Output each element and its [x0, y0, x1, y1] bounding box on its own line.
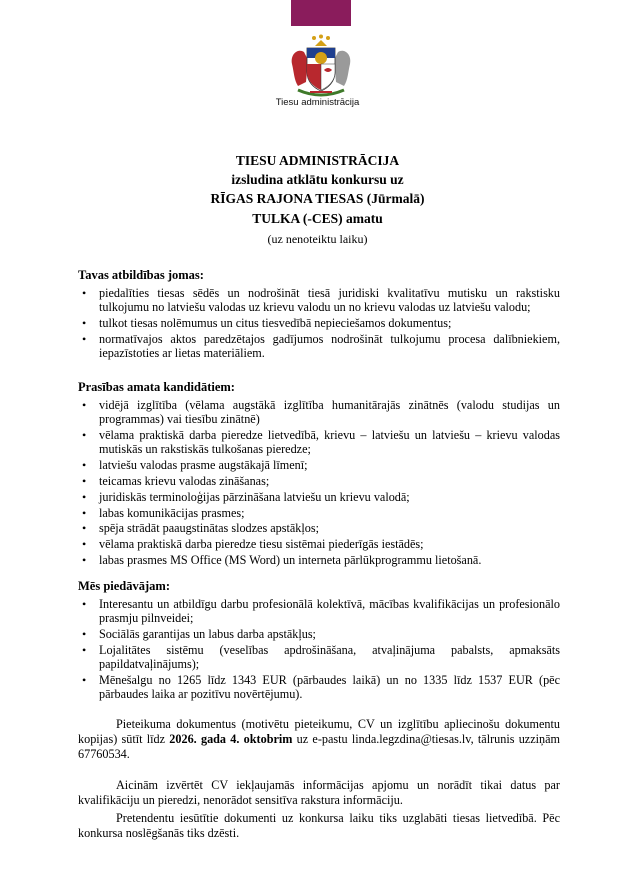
list-item: • Mēnešalgu no 1265 līdz 1343 EUR (pārbaudes laikā) un no 1335 līdz 1537 EUR (pēc pārbaudes laika ar pozitīvu novērtējumu).: [78, 673, 560, 702]
responsibilities-heading: Tavas atbildības jomas:: [78, 268, 204, 282]
list-item: • vēlama praktiskā darba pieredze tiesu sistēmai piederīgās iestādēs;: [78, 537, 560, 551]
application-deadline: 2026. gada 4. oktobrim: [169, 732, 293, 746]
title-line-4: TULKA (-CES) amatu: [252, 211, 383, 226]
responsibilities-list: [78, 286, 560, 360]
list-item: • labas komunikācijas prasmes;: [78, 506, 560, 520]
list-item: • piedalīties tiesas sēdēs un nodrošināt tiesā juridiski kvalitatīvu mutisku un rakstisku tulkojumu no latviešu valodas uz krievu valodu un no krievu valodas uz latviešu valodu;: [78, 286, 560, 315]
list-item: • latviešu valodas prasme augstākajā līmenī;: [78, 458, 560, 472]
offer-section: [78, 579, 560, 703]
offer-list: [78, 597, 560, 702]
requirements-list: [78, 398, 560, 567]
title-line-2: izsludina atklātu konkursu uz: [231, 172, 404, 187]
list-item: • Sociālās garantijas un labus darba apstākļus;: [78, 627, 560, 641]
responsibilities-section: [78, 268, 560, 362]
application-text-end: uz e-pastu linda.legzdina@tiesas.lv, tālrunis uzziņām 67760534.: [78, 732, 560, 761]
list-item: • Lojalitātes sistēmu (veselības apdrošināšana, atvaļinājuma pabalsts, apmaksāts papildatvaļinājums);: [78, 643, 560, 672]
cv-advice-text: Aicinām izvērtēt CV iekļaujamās informācijas apjomu un norādīt tikai datus par kvalifikāciju un pieredzi, nenorādot sensitīva rakstura informāciju.: [78, 778, 560, 807]
cv-advice-note: [78, 778, 560, 808]
list-item: • teicamas krievu valodas zināšanas;: [78, 474, 560, 488]
application-text-start: Pieteikuma dokumentus (motivētu pieteikumu, CV un izglītību apliecinošu dokumentu kopijas) sūtīt līdz: [78, 717, 560, 746]
requirements-heading: Prasības amata kandidātiem:: [78, 380, 235, 394]
list-item: • juridiskās terminoloģijas pārzināšana latviešu un krievu valodā;: [78, 490, 560, 504]
list-item: • spēja strādāt paaugstinātas slodzes apstākļos;: [78, 521, 560, 535]
offer-heading: Mēs piedāvājam:: [78, 579, 170, 593]
list-item: • labas prasmes MS Office (MS Word) un interneta pārlūkprogrammu lietošanā.: [78, 553, 560, 567]
title-line-3: RĪGAS RAJONA TIESAS (Jūrmalā): [210, 191, 425, 206]
organization-name: Tiesu administrācija: [275, 97, 360, 108]
title-line-5: (uz nenoteiktu laiku): [267, 232, 368, 246]
storage-note: [78, 811, 560, 841]
header-accent-bar: [291, 0, 351, 26]
title-line-1: TIESU ADMINISTRĀCIJA: [235, 153, 400, 168]
application-instructions: [78, 717, 560, 762]
storage-text: Pretendentu iesūtītie dokumenti uz konkursa laiku tiks uzglabāti tiesas lietvedībā. Pēc konkursa noslēgšanās tiks dzēsti.: [78, 811, 560, 840]
latvian-coat-of-arms-icon: [288, 34, 354, 98]
list-item: • tulkot tiesas nolēmumus un citus tiesvedībā nepieciešamos dokumentus;: [78, 316, 560, 330]
list-item: • vidējā izglītība (vēlama augstākā izglītība humanitārajās zinātnēs (valodu studijas un programmas) vai tiesību zinātnē): [78, 398, 560, 427]
list-item: • vēlama praktiskā darba pieredze lietvedībā, krievu – latviešu un latviešu – krievu valodas mutiskās un rakstiskās tulkošanas pieredze;: [78, 428, 560, 457]
requirements-section: [78, 380, 560, 569]
list-item: • normatīvajos aktos paredzētajos gadījumos nodrošināt tulkojumu procesa dalībniekiem, iepazīstoties ar lietas materiāliem.: [78, 332, 560, 361]
list-item: • Interesantu un atbildīgu darbu profesionālā kolektīvā, mācības kvalifikācijas un profesionālo prasmju pilnveidei;: [78, 597, 560, 626]
